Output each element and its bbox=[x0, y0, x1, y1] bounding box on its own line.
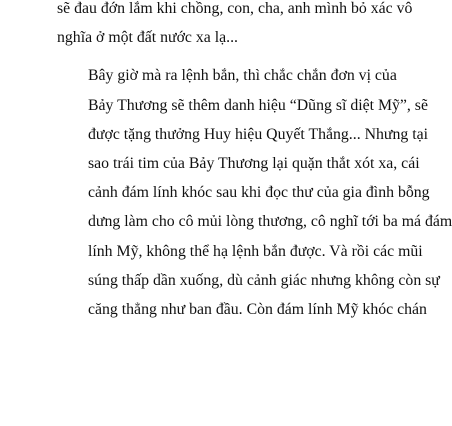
text-line: dưng làm cho cô mủi lòng thương, cô nghĩ tới ba má đám bbox=[88, 213, 452, 231]
paragraph-2 bbox=[57, 61, 452, 324]
text-line: cảnh đám lính khóc sau khi đọc thư của gia đình bỗng bbox=[88, 184, 430, 202]
text-line: căng thẳng như ban đầu. Còn đám lính Mỹ khóc chán bbox=[88, 301, 427, 319]
page-text bbox=[57, 0, 452, 324]
text-line: lính Mỹ, không thể hạ lệnh bắn được. Và rồi các mũi bbox=[88, 242, 423, 260]
text-line: sao trái tim của Bảy Thương lại quặn thắt xót xa, cái bbox=[88, 155, 420, 173]
text-line: súng thấp dần xuống, dù cảnh giác nhưng không còn sự bbox=[88, 271, 440, 289]
text-line: Bây giờ mà ra lệnh bắn, thì chắc chắn đơn vị của bbox=[88, 67, 397, 85]
text-line: Bảy Thương sẽ thêm danh hiệu “Dũng sĩ diệt Mỹ”, sẽ bbox=[88, 96, 428, 114]
paragraph-gap bbox=[57, 52, 350, 61]
paragraph-1 bbox=[57, 0, 413, 52]
text-line: nghĩa ở một đất nước xa lạ... bbox=[57, 29, 239, 47]
text-line: sẽ đau đớn lắm khi chồng, con, cha, anh mình bỏ xác vô bbox=[57, 0, 413, 17]
text-line: được tặng thưởng Huy hiệu Quyết Thắng... Nhưng tại bbox=[88, 125, 428, 143]
